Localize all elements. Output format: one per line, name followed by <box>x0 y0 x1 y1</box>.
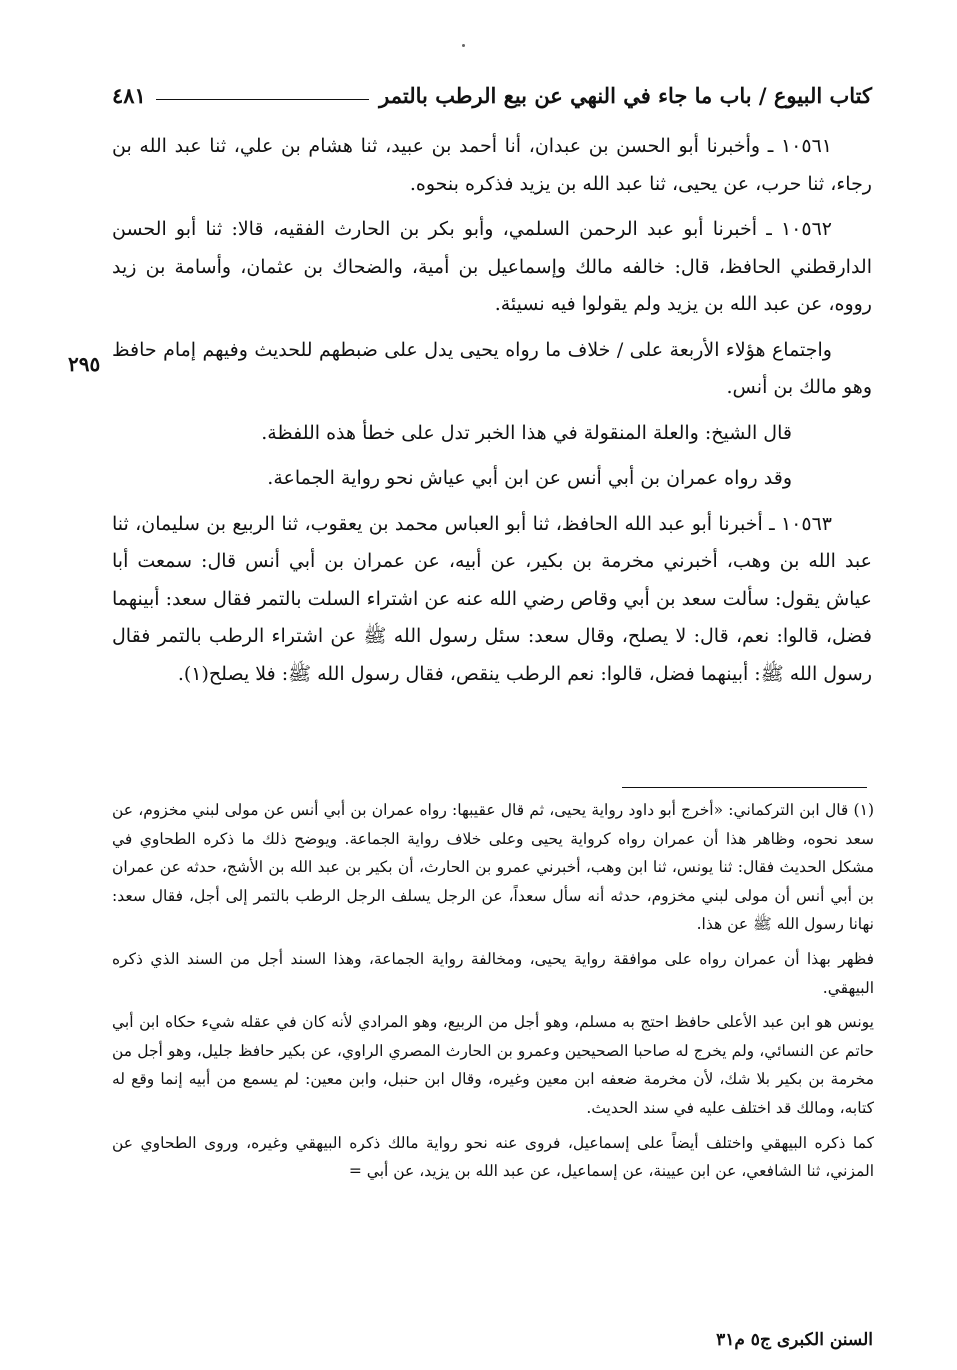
footnotes <box>112 796 874 1192</box>
footnote: كما ذكره البيهقي واختلف أيضاً على إسماعيل، فروى عنه نحو رواية مالك ذكره البيهقي وغيره، وروى الطحاوي عن المزني، ثنا الشافعي، عن ابن عيينة، عن إسماعيل، عن عبد الله بن يزيد، عن أبي = <box>112 1133 874 1181</box>
margin-page-number: ٢٩٥ <box>68 352 101 376</box>
paragraph: ١٠٥٦٢ ـ أخبرنا أبو عبد الرحمن السلمي، وأبو بكر بن الحارث الفقيه، قالا: ثنا أبو الحسن الدارقطني الحافظ، قال: خالفه مالك وإسماعيل بن أمية، والضحاك بن عثمان، وأسامة بن زيد رووه، عن عبد الله بن يزيد ولم يقولوا فيه نسيئة. <box>112 218 872 315</box>
main-text <box>112 128 872 701</box>
running-header <box>112 78 872 112</box>
header-rule <box>156 99 369 100</box>
footnote-separator <box>622 787 867 788</box>
page-footer: السنن الكبرى ج٥ م٣١ <box>716 1330 873 1350</box>
footnote: يونس هو ابن عبد الأعلى حافظ احتج به مسلم، وهو أجل من الربيع، وهو المرادي لأنه كان في عقله شيء حكاه ابن أبي حاتم عن النسائي، ولم يخرج له صاحبا الصحيحين وعمرو بن الحارث المصري الراوي، عن بكير حافظ جليل، وهو أجل من مخرمة بن بكير بلا شك، لأن مخرمة ضعفه ابن معين وغيره، وقال ابن حنبل، وابن معين: لم يسمع من أبيه إنما وقع له كتابه، ومالك قد اختلف عليه في سند الحديث. <box>112 1013 874 1117</box>
paragraph: واجتماع هؤلاء الأربعة على / خلاف ما رواه يحيى يدل على ضبطهم للحديث وفيهم إمام حافظ وهو مالك بن أنس. <box>112 338 872 398</box>
paragraph: ١٠٥٦١ ـ وأخبرنا أبو الحسن بن عبدان، أنا أحمد بن عبيد، ثنا هشام بن علي، ثنا عبد الله بن رجاء، ثنا حرب، عن يحيى، ثنا عبد الله بن يزيد فذكره بنحوه. <box>112 135 872 195</box>
page-dot <box>462 44 465 47</box>
page-number: ٤٨١ <box>112 82 146 108</box>
paragraph: قال الشيخ: والعلة المنقولة في هذا الخبر تدل على خطأ هذه اللفظة. <box>261 421 792 444</box>
paragraph: وقد رواه عمران بن أبي أنس عن ابن أبي عياش نحو رواية الجماعة. <box>267 467 792 489</box>
footnote: فظهر بهذا أن عمران رواه على موافقة رواية يحيى، ومخالفة رواية الجماعة، وهذا السند أجل من السند الذي ذكره البيهقي. <box>112 949 874 997</box>
header-title: كتاب البيوع / باب ما جاء في النهي عن بيع الرطب بالتمر <box>379 82 872 108</box>
footnote: (١) قال ابن التركماني: «أخرج أبو داود رواية يحيى، ثم قال عقيبها: رواه عمران بن أبي أنس عن مولى لبني مخزوم، عن سعد نحوه، وظاهر هذا أن عمران رواه كرواية يحيى وعلى خلاف رواية الجماعة. ويوضح ذلك ما ذكره الطحاوي في مشكل الحديث فقال: ثنا يونس، ثنا ابن وهب، أخبرني عمرو بن الحارث، أن بكير بن عبد الله بن الأشج، حدثه عن عمران بن أبي أنس أن مولى لبني مخزوم، حدثه أنه سأل سعداً، عن الرجل يسلف الرجل الرطب بالتمر إلى أجل، فقال سعد: نهانا رسول الله ﷺ عن هذا. <box>112 801 874 934</box>
paragraph: ١٠٥٦٣ ـ أخبرنا أبو عبد الله الحافظ، ثنا أبو العباس محمد بن يعقوب، ثنا الربيع بن سليمان، ثنا عبد الله بن وهب، أخبرني مخرمة بن بكير، عن أبيه، عن عمران بن أبي أنس قال: سمعت أبا عياش يقول: سألت سعد بن أبي وقاص رضي الله عنه عن اشتراء السلت بالتمر فقال سعد: أبينهما فضل، قالوا: نعم، قال: لا يصلح، وقال سعد: سئل رسول الله ﷺ عن اشتراء الرطب بالتمر فقال رسول الله ﷺ: أبينهما فضل، قالوا: نعم الرطب ينقص، فقال رسول الله ﷺ: فلا يصلح(١). <box>112 512 872 685</box>
